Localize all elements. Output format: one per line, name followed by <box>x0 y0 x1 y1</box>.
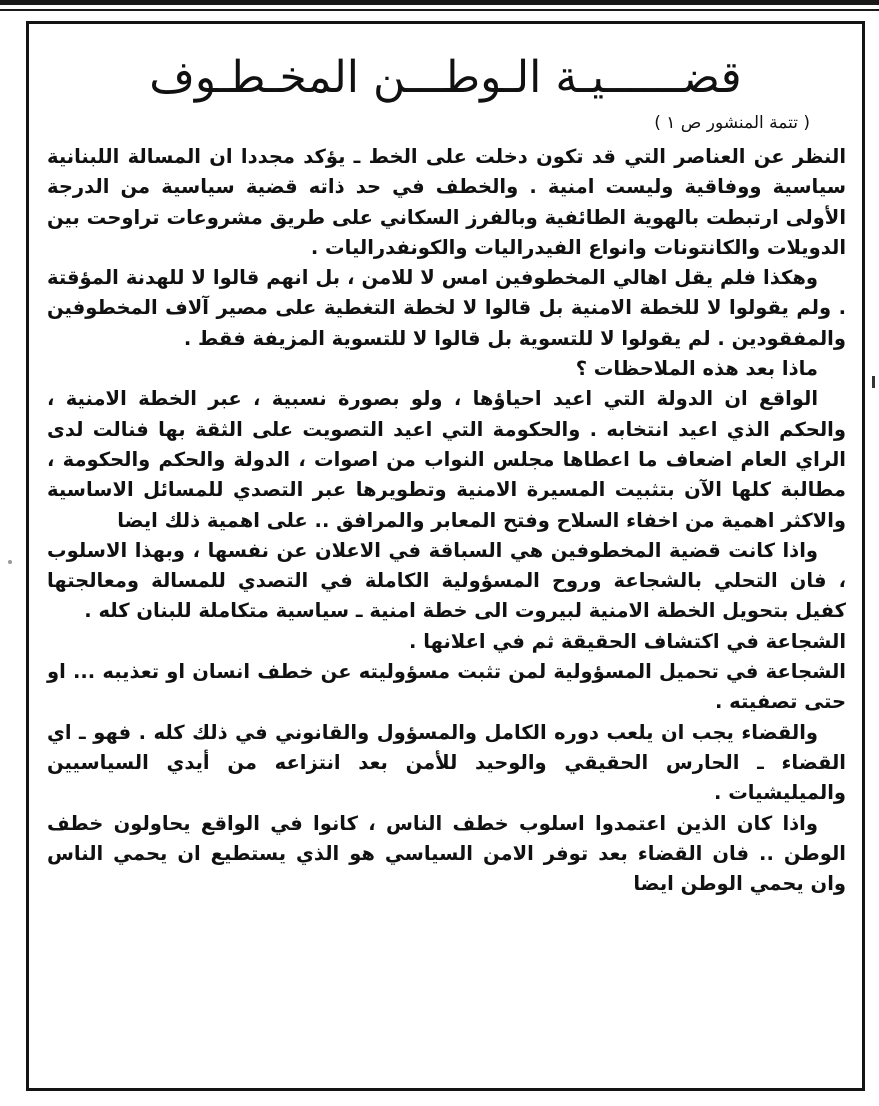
paragraph: النظر عن العناصر التي قد تكون دخلت على الخط ـ يؤكد مجددا ان المسالة اللبنانية سياسية ووفاقية وليست امنية . والخطف في حد ذاته قضية سياسية من الدرجة الأولى ارتبطت بالهوية الطائفية وبالفرز السكاني على طريق مشروعات تراوحت بين الدويلات والكانتونات وانواع الفيدراليات والكونفدراليات . <box>47 145 846 259</box>
paragraph: واذا كانت قضية المخطوفين هي السباقة في الاعلان عن نفسها ، وبهذا الاسلوب ، فان التحلي بالشجاعة وروح المسؤولية الكاملة في التصدي للمسالة ومعالجتها كفيل بتحويل الخطة الامنية لبيروت الى خطة امنية ـ سياسية متكاملة للبنان كله . <box>47 538 846 623</box>
paragraph: واذا كان الذين اعتمدوا اسلوب خطف الناس ، كانوا في الواقع يحاولون خطف الوطن .. فان القضاء بعد توفر الامن السياسي هو الذي يستطيع ان يحمي الناس وان يحمي الوطن ايضا <box>47 811 846 896</box>
paragraph: الشجاعة في تحميل المسؤولية لمن تثبت مسؤوليته عن خطف انسان او تعذيبه ... او حتى تصفيته . <box>47 660 846 714</box>
article-body <box>47 142 846 899</box>
scan-speck <box>8 560 12 564</box>
scan-edge-mark <box>872 376 875 388</box>
paragraph: الشجاعة في اكتشاف الحقيقة ثم في اعلانها . <box>409 629 846 653</box>
top-rule-secondary <box>0 9 879 11</box>
article-frame <box>26 21 865 1091</box>
paragraph: والقضاء يجب ان يلعب دوره الكامل والمسؤول والقانوني في ذلك كله . فهو ـ اي القضاء ـ الحارس الحقيقي والوحيد للأمن بعد انتزاعه من أيدي السياسيين والميليشيات . <box>47 720 846 805</box>
paragraph: وهكذا فلم يقل اهالي المخطوفين امس لا للامن ، بل انهم قالوا لا للهدنة المؤقتة . ولم يقولوا لا للخطة الامنية بل قالوا لا لخطة التغطية على مصير آلاف المخطوفين والمفقودين . لم يقولوا لا للتسوية بل قالوا لا للتسوية المزيفة فقط . <box>47 266 846 350</box>
paragraph: الواقع ان الدولة التي اعيد احياؤها ، ولو بصورة نسبية ، عبر الخطة الامنية ، والحكم الذي اعيد انتخابه . والحكومة التي اعيد التصويت على الثقة بها فنالت لدى الراي العام اضعاف ما اعطاها مجلس النواب من اصوات ، الدولة والحكم والحكومة ، مطالبة كلها الآن بتثبيت المسيرة الامنية وتطويرها عبر التصدي للمسائل الاساسية والاكثر اهمية من اخفاء السلاح وفتح المعابر والمرافق .. على اهمية ذلك ايضا <box>47 387 846 532</box>
article-title: قضــــــيـة الـوطـــن المخـطـوف <box>149 52 742 103</box>
paragraph: ماذا بعد هذه الملاحظات ؟ <box>575 357 818 381</box>
continuation-note: ( تتمة المنشور ص ١ ) <box>654 113 810 133</box>
top-rule <box>0 0 879 5</box>
